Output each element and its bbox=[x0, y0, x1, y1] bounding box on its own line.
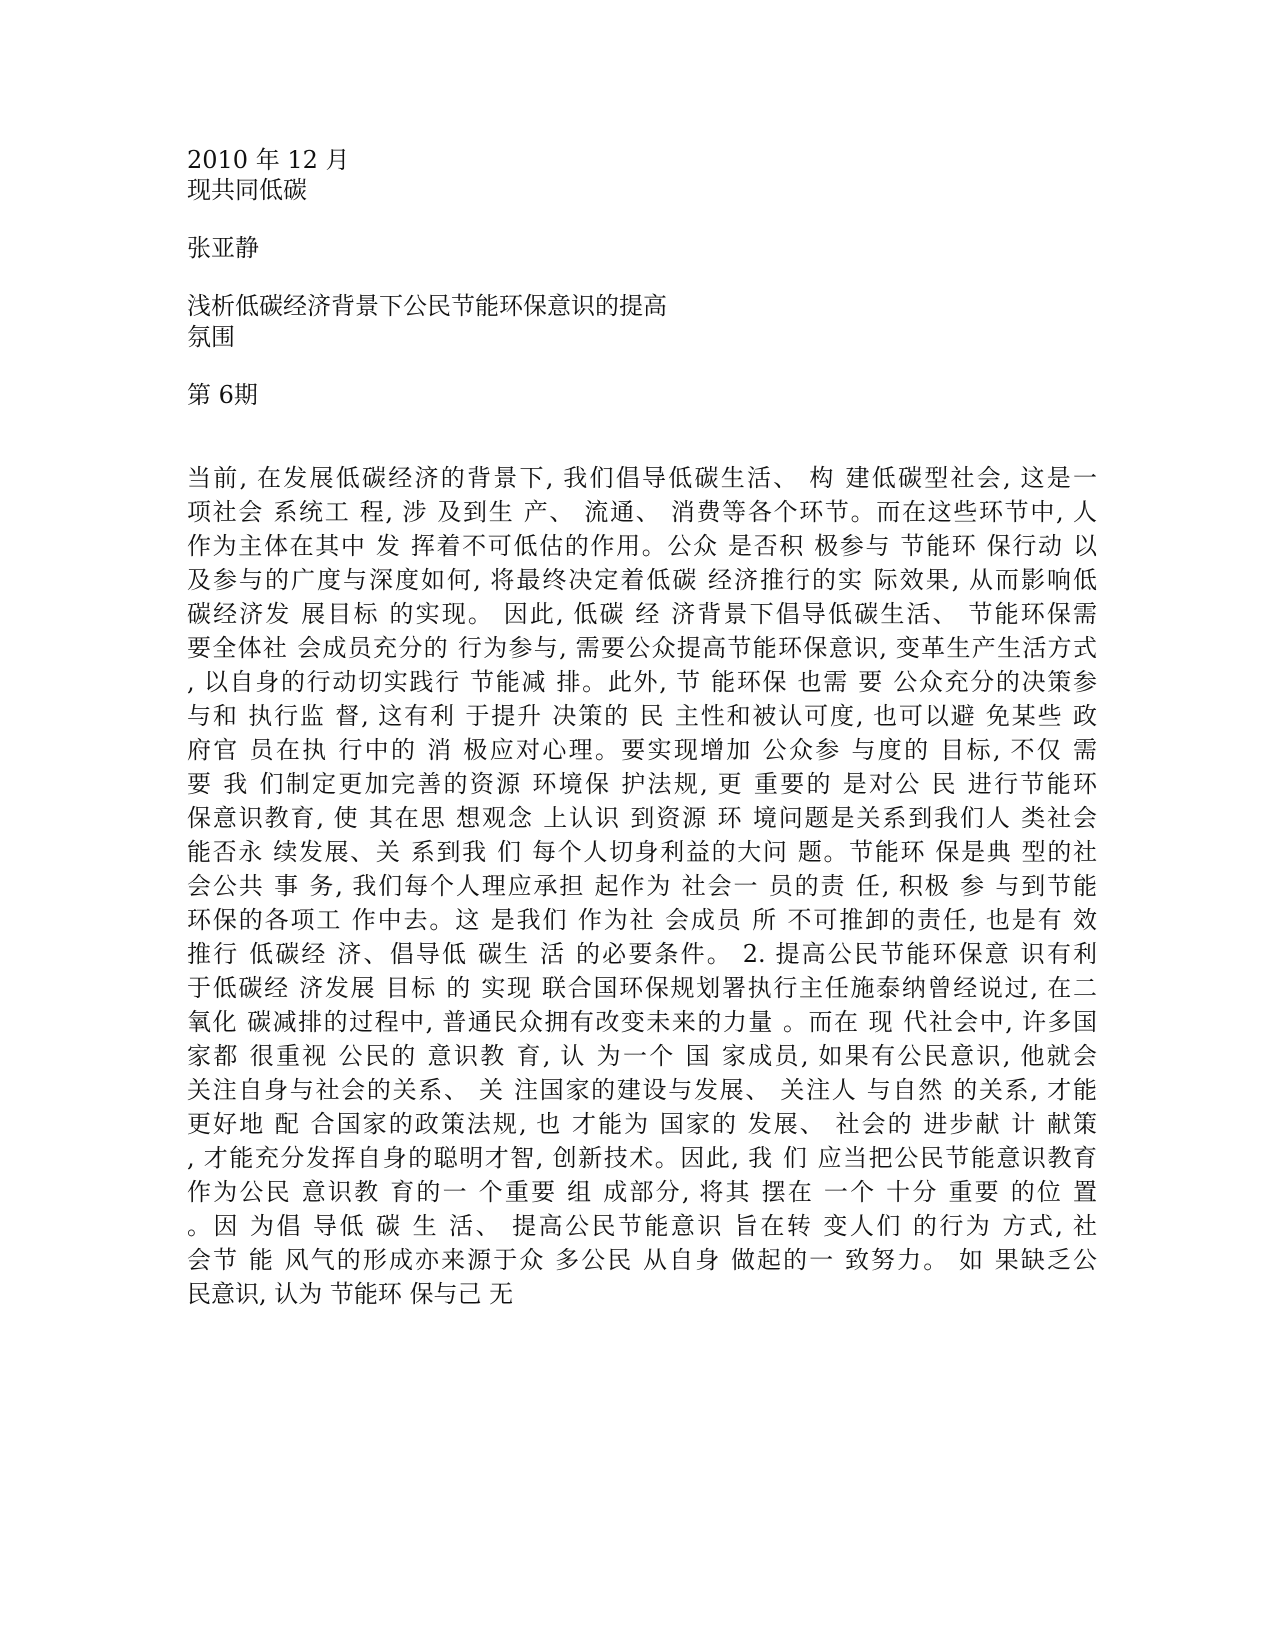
body-line: 关注自身与社会的关系、 关 注国家的建设与发展、 关注人 与自然 的关系, 才能 bbox=[187, 1076, 1097, 1104]
body-line: 环保的各项工 作中去。这 是我们 作为社 会成员 所 不可推卸的责任, 也是有 效 bbox=[187, 906, 1097, 934]
body-line: 作为公民 意识教 育的一 个重要 组 成部分, 将其 摆在 一个 十分 重要 的位 置 bbox=[187, 1178, 1097, 1206]
body-line: , 以自身的行动切实践行 节能减 排。此外, 节 能环保 也需 要 公众充分的决策参 bbox=[187, 668, 1097, 696]
body-line: 作为主体在其中 发 挥着不可低估的作用。公众 是否积 极参与 节能环 保行动 以 bbox=[187, 532, 1097, 560]
body-line: 。因 为倡 导低 碳 生 活、 提高公民节能意识 旨在转 变人们 的行为 方式, 社 bbox=[187, 1212, 1097, 1240]
body-line: 项社会 系统工 程, 涉 及到生 产、 流通、 消费等各个环节。而在这些环节中, 人 bbox=[187, 498, 1097, 526]
text-fragment: 氛围 bbox=[187, 323, 235, 351]
body-line: 碳经济发 展目标 的实现。 因此, 低碳 经 济背景下倡导低碳生活、 节能环保需 bbox=[187, 600, 1097, 628]
issue-number: 第 6期 bbox=[187, 381, 258, 409]
author-name: 张亚静 bbox=[187, 234, 259, 262]
body-line: 要 我 们制定更加完善的资源 环境保 护法规, 更 重要的 是对公 民 进行节能环 bbox=[187, 770, 1097, 798]
date-line: 2010 年 12 月 bbox=[187, 146, 350, 174]
body-line: , 才能充分发挥自身的聪明才智, 创新技术。因此, 我 们 应当把公民节能意识教育 bbox=[187, 1144, 1097, 1172]
body-line: 家都 很重视 公民的 意识教 育, 认 为一个 国 家成员, 如果有公民意识, 他就会 bbox=[187, 1042, 1097, 1070]
body-line: 更好地 配 合国家的政策法规, 也 才能为 国家的 发展、 社会的 进步献 计 献策 bbox=[187, 1110, 1097, 1138]
body-line: 与和 执行监 督, 这有利 于提升 决策的 民 主性和被认可度, 也可以避 免某些 政 bbox=[187, 702, 1097, 730]
text-fragment: 现共同低碳 bbox=[187, 176, 307, 204]
article-title: 浅析低碳经济背景下公民节能环保意识的提高 bbox=[187, 292, 667, 320]
body-line: 会公共 事 务, 我们每个人理应承担 起作为 社会一 员的责 任, 积极 参 与到节能 bbox=[187, 872, 1097, 900]
body-line: 能否永 续发展、关 系到我 们 每个人切身利益的大问 题。节能环 保是典 型的社 bbox=[187, 838, 1097, 866]
body-line: 会节 能 风气的形成亦来源于众 多公民 从自身 做起的一 致努力。 如 果缺乏公 bbox=[187, 1246, 1097, 1274]
body-line: 于低碳经 济发展 目标 的 实现 联合国环保规划署执行主任施泰纳曾经说过, 在二 bbox=[187, 974, 1097, 1002]
body-line: 府官 员在执 行中的 消 极应对心理。要实现增加 公众参 与度的 目标, 不仅 需 bbox=[187, 736, 1097, 764]
body-line: 当前, 在发展低碳经济的背景下, 我们倡导低碳生活、 构 建低碳型社会, 这是一 bbox=[187, 464, 1097, 492]
body-paragraph bbox=[187, 461, 1097, 1311]
body-line: 及参与的广度与深度如何, 将最终决定着低碳 经济推行的实 际效果, 从而影响低 bbox=[187, 566, 1097, 594]
body-line: 民意识, 认为 节能环 保与己 无 bbox=[187, 1280, 514, 1308]
body-line: 保意识教育, 使 其在思 想观念 上认识 到资源 环 境问题是关系到我们人 类社会 bbox=[187, 804, 1097, 832]
body-line: 推行 低碳经 济、倡导低 碳生 活 的必要条件。 2. 提高公民节能环保意 识有利 bbox=[187, 940, 1097, 968]
body-line: 要全体社 会成员充分的 行为参与, 需要公众提高节能环保意识, 变革生产生活方式 bbox=[187, 634, 1097, 662]
body-line: 氧化 碳减排的过程中, 普通民众拥有改变未来的力量 。而在 现 代社会中, 许多国 bbox=[187, 1008, 1097, 1036]
